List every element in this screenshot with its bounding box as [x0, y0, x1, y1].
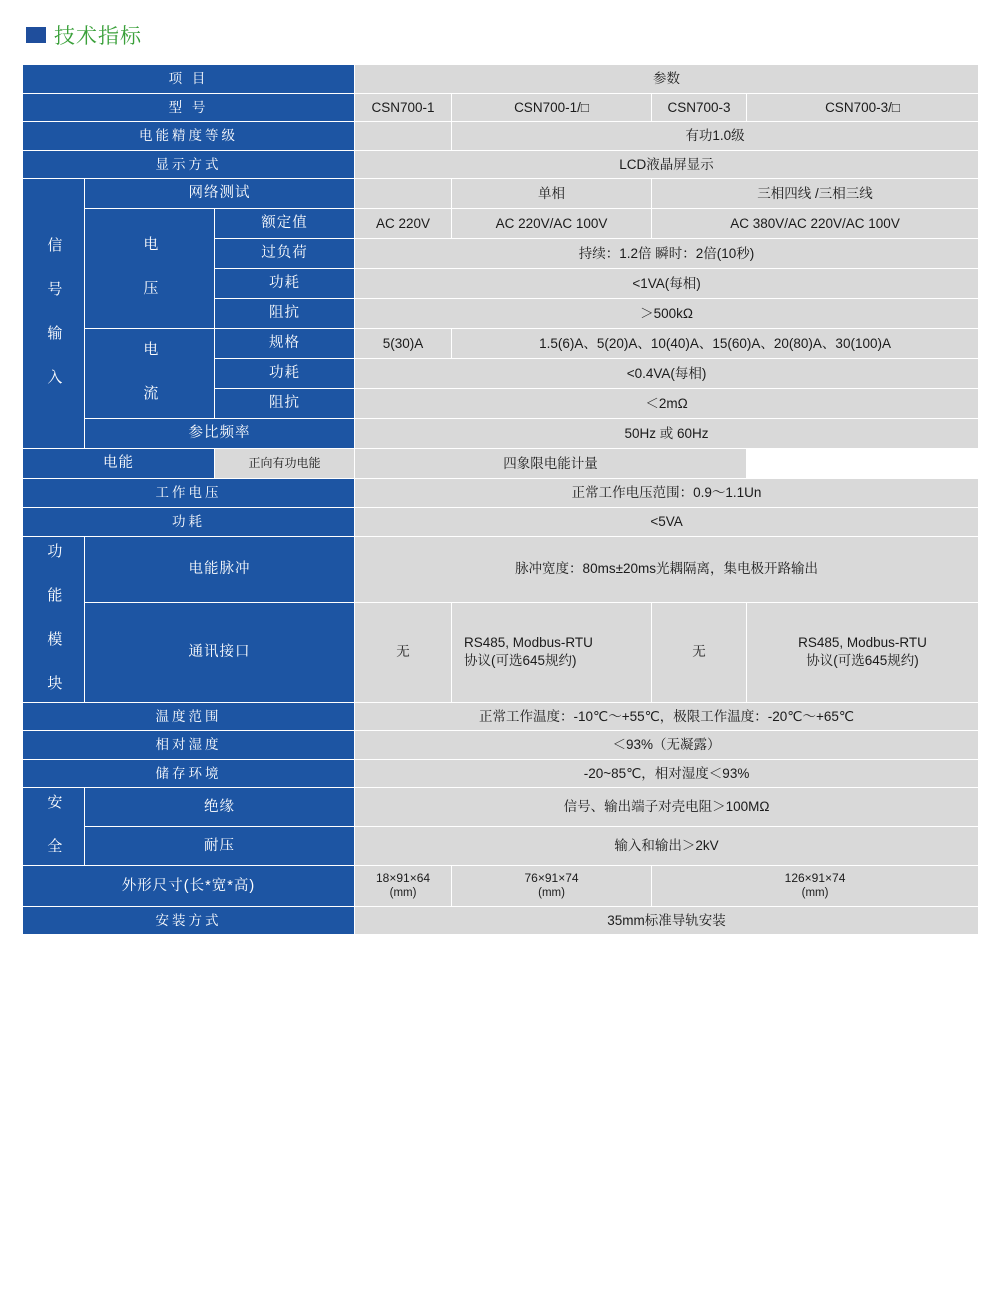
pulse-value: 脉冲宽度：80ms±20ms光耦隔离，集电极开路输出: [355, 536, 979, 602]
model-csn700-1: CSN700-1: [355, 93, 452, 122]
energy-v2: 四象限电能计量: [355, 449, 747, 479]
model-csn700-1-opt: CSN700-1/□: [452, 93, 652, 122]
group-label-safety: 安 全: [23, 788, 85, 866]
table-row: [23, 419, 979, 449]
table-row: [23, 906, 979, 935]
table-row: [23, 602, 979, 702]
row-value-param: 参数: [355, 65, 979, 94]
comm-v4: [747, 602, 979, 702]
dimensions-v2: [452, 866, 652, 907]
current-spec-v2: 1.5(6)A、5(20)A、10(40)A、15(60)A、20(80)A、30(100)A: [452, 329, 979, 359]
dimensions-v3-line2: (mm): [801, 887, 829, 900]
row-label-voltage-power: 功耗: [215, 269, 355, 299]
consumption-value: <5VA: [355, 507, 979, 536]
row-label-dimensions: 外形尺寸(长*宽*高): [23, 866, 355, 907]
group-label-voltage: 电 压: [85, 209, 215, 329]
comm-v3: 无: [652, 602, 747, 702]
row-label-current-power: 功耗: [215, 359, 355, 389]
voltage-rated-v1: AC 220V: [355, 209, 452, 239]
row-value-display: LCD液晶屏显示: [355, 150, 979, 179]
table-row: [23, 122, 979, 151]
row-label-voltage-rated: 额定值: [215, 209, 355, 239]
table-row: [23, 507, 979, 536]
row-label-withstand: 耐压: [85, 827, 355, 866]
row-value-accuracy: 有功1.0级: [452, 122, 979, 151]
comm-v2-line1: RS485, Modbus-RTU: [464, 634, 593, 650]
row-label-comm: 通讯接口: [85, 602, 355, 702]
humidity-value: ＜93%（无凝露）: [355, 731, 979, 760]
current-power-value: <0.4VA(每相): [355, 359, 979, 389]
table-row: [23, 788, 979, 827]
row-label-model: 型 号: [23, 93, 355, 122]
group-label-signal-input: 信 号 输 入: [23, 179, 85, 449]
model-csn700-3-opt: CSN700-3/□: [747, 93, 979, 122]
table-row: [23, 209, 979, 239]
group-label-function-module: 功 能 模 块: [23, 536, 85, 702]
comm-v4-line2: 协议(可选645规约): [806, 653, 919, 669]
row-label-item: 项 目: [23, 65, 355, 94]
row-label-voltage-impedance: 阻抗: [215, 299, 355, 329]
voltage-overload-value: 持续：1.2倍 瞬时：2倍(10秒): [355, 239, 979, 269]
table-row: [23, 827, 979, 866]
table-row: [23, 449, 979, 479]
page-heading: [26, 20, 978, 50]
table-row: [23, 179, 979, 209]
dimensions-v3-line1: 126×91×74: [784, 871, 846, 886]
group-label-current: 电 流: [85, 329, 215, 419]
frequency-value: 50Hz 或 60Hz: [355, 419, 979, 449]
withstand-value: 输入和输出＞2kV: [355, 827, 979, 866]
page-title: 技术指标: [54, 25, 142, 48]
voltage-impedance-value: ＞500kΩ: [355, 299, 979, 329]
dimensions-v1-line1: 18×91×64: [376, 871, 431, 886]
table-row: [23, 93, 979, 122]
voltage-rated-v3: AC 380V/AC 220V/AC 100V: [652, 209, 979, 239]
row-label-consumption: 功耗: [23, 507, 355, 536]
row-label-pulse: 电能脉冲: [85, 536, 355, 602]
comm-v4-line1: RS485, Modbus-RTU: [798, 634, 927, 650]
table-row: [23, 65, 979, 94]
row-label-working-voltage: 工作电压: [23, 479, 355, 508]
network-test-three-phase: 三相四线 /三相三线: [652, 179, 979, 209]
insulation-value: 信号、输出端子对壳电阻＞100MΩ: [355, 788, 979, 827]
heading-marker-icon: [26, 27, 46, 43]
current-spec-v1: 5(30)A: [355, 329, 452, 359]
comm-v1: 无: [355, 602, 452, 702]
table-row: [23, 702, 979, 731]
row-label-energy: 电能: [23, 449, 215, 479]
technical-spec-table: [22, 64, 979, 935]
comm-v2-line2: 协议(可选645规约): [464, 653, 577, 669]
accuracy-blank-cell: [355, 122, 452, 151]
table-row: [23, 150, 979, 179]
comm-v2: [452, 602, 652, 702]
dimensions-v3: [652, 866, 979, 907]
row-label-display: 显示方式: [23, 150, 355, 179]
row-label-storage: 储存环境: [23, 759, 355, 788]
energy-v1: 正向有功电能: [215, 449, 355, 479]
working-voltage-value: 正常工作电压范围：0.9～1.1Un: [355, 479, 979, 508]
current-impedance-value: ＜2mΩ: [355, 389, 979, 419]
row-label-current-impedance: 阻抗: [215, 389, 355, 419]
voltage-rated-v2: AC 220V/AC 100V: [452, 209, 652, 239]
row-label-insulation: 绝缘: [85, 788, 355, 827]
table-row: [23, 479, 979, 508]
dimensions-v1-line2: (mm): [389, 887, 417, 900]
row-label-accuracy: 电能精度等级: [23, 122, 355, 151]
dimensions-v2-line1: 76×91×74: [524, 871, 579, 886]
table-row: [23, 536, 979, 602]
model-csn700-3: CSN700-3: [652, 93, 747, 122]
dimensions-v1: [355, 866, 452, 907]
row-label-humidity: 相对湿度: [23, 731, 355, 760]
row-label-voltage-overload: 过负荷: [215, 239, 355, 269]
row-label-mounting: 安装方式: [23, 906, 355, 935]
dimensions-v2-line2: (mm): [538, 887, 565, 900]
table-row: [23, 866, 979, 907]
table-row: [23, 329, 979, 359]
temperature-value: 正常工作温度：-10℃～+55℃，极限工作温度：-20℃～+65℃: [355, 702, 979, 731]
row-label-current-spec: 规格: [215, 329, 355, 359]
row-label-frequency: 参比频率: [85, 419, 355, 449]
mounting-value: 35mm标准导轨安装: [355, 906, 979, 935]
network-test-single-phase: 单相: [452, 179, 652, 209]
storage-value: -20~85℃，相对湿度＜93%: [355, 759, 979, 788]
row-label-temperature: 温度范围: [23, 702, 355, 731]
table-row: [23, 731, 979, 760]
table-row: [23, 759, 979, 788]
voltage-power-value: <1VA(每相): [355, 269, 979, 299]
network-test-blank-cell: [355, 179, 452, 209]
row-label-network-test: 网络测试: [85, 179, 355, 209]
